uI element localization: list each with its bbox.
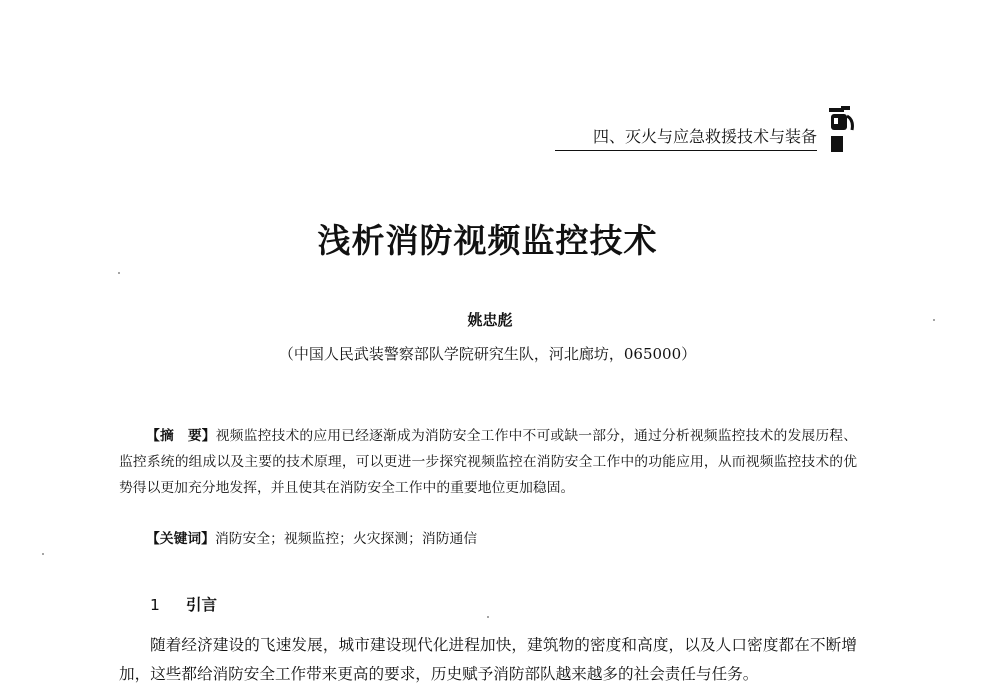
keywords <box>146 527 856 551</box>
scan-speck <box>118 272 120 274</box>
author-affiliation: （中国人民武装警察部队学院研究生队，河北廊坊，065000） <box>278 345 697 363</box>
abstract-text: 视频监控技术的应用已经逐渐成为消防安全工作中不可或缺一部分，通过分析视频监控技术的发展历程、监控系统的组成以及主要的技术原理，可以更进一步探究视频监控在消防安全工作中的功能应用，从而视频监控技术的优势得以更加充分地发挥，并且使其在消防安全工作中的重要地位更加稳固。 <box>119 428 858 496</box>
running-header: 四、灭火与应急救援技术与装备 <box>555 126 817 151</box>
author-name: 姚忠彪 <box>467 311 513 329</box>
body-paragraph: 随着经济建设的飞速发展，城市建设现代化进程加快，建筑物的密度和高度，以及人口密度都在不断增加，这些都给消防安全工作带来更高的要求，历史赋予消防部队越来越多的社会责任与任务。 <box>119 636 857 683</box>
section-title: 引言 <box>186 596 218 614</box>
keywords-text: 消防安全；视频监控；火灾探测；消防通信 <box>214 531 478 547</box>
scan-speck <box>933 319 935 321</box>
abstract-label: 【摘 要】 <box>146 428 216 444</box>
keywords-label: 【关键词】 <box>146 531 215 547</box>
scan-speck <box>487 616 489 618</box>
paper-title: 浅析消防视频监控技术 <box>317 221 658 260</box>
section-number: 1 <box>150 596 160 614</box>
section-heading <box>150 594 217 616</box>
abstract <box>119 423 857 501</box>
fire-extinguisher-icon <box>826 104 856 154</box>
scan-speck <box>42 553 44 555</box>
